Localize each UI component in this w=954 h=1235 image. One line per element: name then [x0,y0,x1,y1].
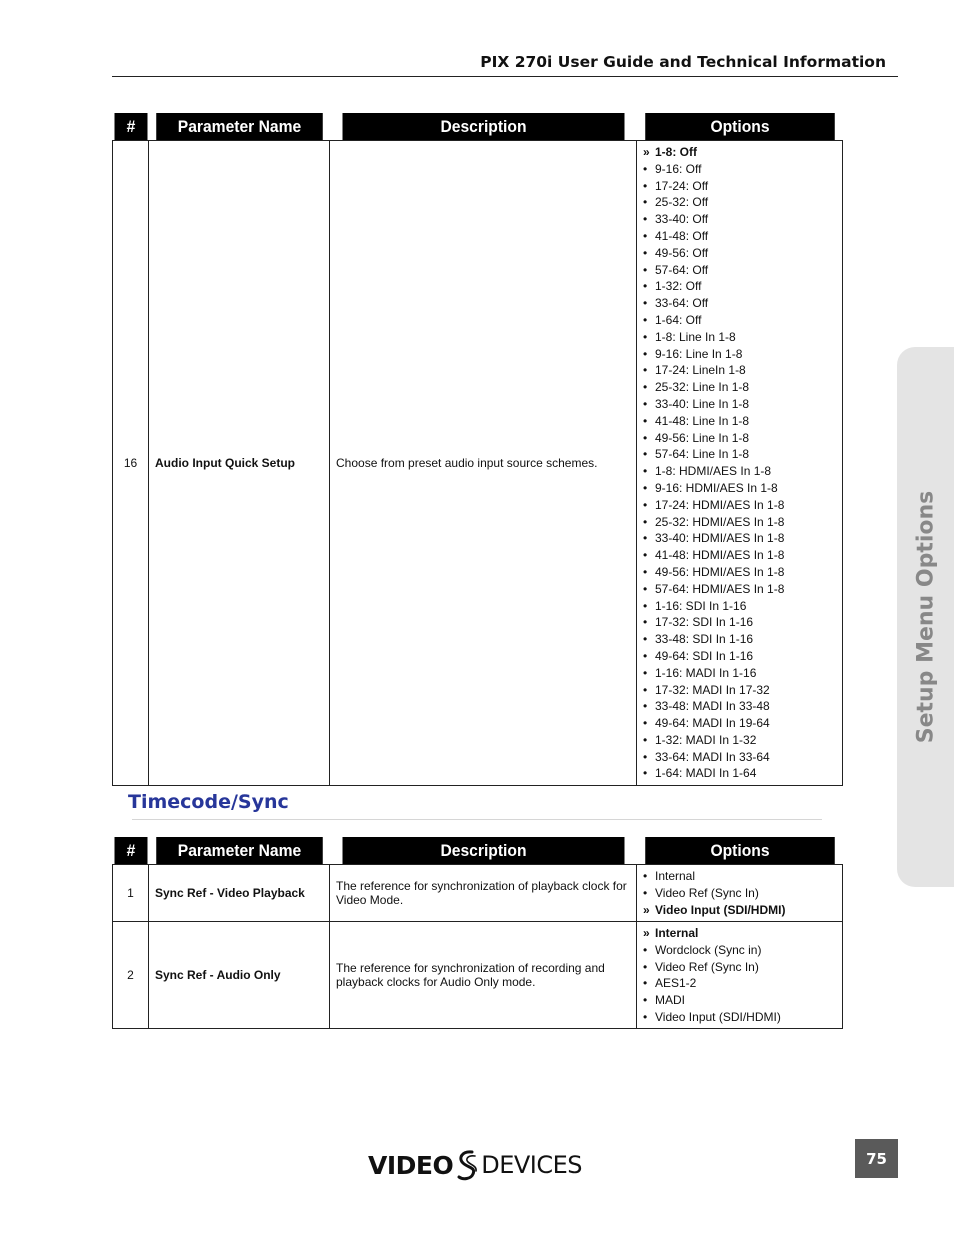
option-label: 9-16: Off [655,161,702,176]
option-label: 17-24: HDMI/AES In 1-8 [655,497,785,512]
option-item [643,228,836,245]
table-row [113,865,843,922]
option-item [643,178,836,195]
param-options [637,865,843,922]
option-label: 33-48: SDI In 1-16 [655,632,754,647]
option-label: Video Input (SDI/HDMI) [655,902,786,917]
option-label: 49-56: Off [655,245,709,260]
option-label: 1-16: MADI In 1-16 [655,665,757,680]
option-label: 49-56: HDMI/AES In 1-8 [655,564,785,579]
bullet-marker: • [643,346,648,361]
option-item [643,631,836,648]
option-label: 1-8: HDMI/AES In 1-8 [655,464,772,479]
bullet-marker: • [643,464,648,479]
option-item [643,413,836,430]
bullet-marker: • [643,665,648,680]
option-item [643,614,836,631]
option-item [643,942,836,959]
option-item [643,396,836,413]
option-label: 33-64: MADI In 33-64 [655,749,770,764]
bullet-marker: • [643,262,648,277]
bullet-marker: • [643,161,648,176]
bullet-marker: • [643,869,648,883]
col-header-name: Parameter Name [156,113,323,141]
section-rule [132,819,822,820]
option-item [643,312,836,329]
bullet-marker: • [643,749,648,764]
option-item [643,514,836,531]
option-label: 49-56: Line In 1-8 [655,430,750,445]
bullet-marker: • [643,615,648,630]
option-label: Internal [655,926,699,940]
bullet-marker: • [643,363,648,378]
option-item [643,765,836,782]
bullet-marker: • [643,598,648,613]
option-item [643,329,836,346]
bullet-marker: • [643,682,648,697]
option-label: 9-16: Line In 1-8 [655,346,743,361]
bullet-marker: • [643,959,648,974]
option-label: 17-32: SDI In 1-16 [655,615,754,630]
option-item [643,295,836,312]
option-label: 25-32: HDMI/AES In 1-8 [655,514,785,529]
option-label: 17-24: Off [655,178,709,193]
logo-word-video: VIDEO [368,1150,454,1180]
option-label: MADI [655,993,685,1008]
bullet-marker: • [643,766,648,781]
bullet-marker: • [643,480,648,495]
col-header-description: Description [342,113,624,141]
option-item-default [643,902,836,919]
bullet-marker: • [643,195,648,210]
option-item [643,245,836,262]
option-item [643,715,836,732]
option-item [643,682,836,699]
bullet-marker: • [643,413,648,428]
option-item [643,497,836,514]
option-item-default [643,925,836,942]
bullet-marker: • [643,732,648,747]
option-item [643,885,836,902]
option-label: AES1-2 [655,976,697,991]
option-item [643,598,836,615]
param-options [637,141,843,786]
param-description: The reference for synchronization of playback clock for Video Mode. [330,865,637,922]
bullet-marker: • [643,514,648,529]
bullet-marker: • [643,212,648,227]
option-label: 41-48: HDMI/AES In 1-8 [655,548,785,563]
option-item [643,446,836,463]
option-item [643,581,836,598]
option-item [643,211,836,228]
option-item [643,547,836,564]
bullet-marker: • [643,279,648,294]
option-item [643,278,836,295]
bullet-marker: • [643,228,648,243]
option-label: 1-32: MADI In 1-32 [655,732,757,747]
bullet-marker: • [643,296,648,311]
option-label: 57-64: Line In 1-8 [655,447,750,462]
bullet-marker: • [643,581,648,596]
option-label: Video Ref (Sync In) [655,959,759,974]
col-header-description: Description [342,837,624,865]
option-item [643,463,836,480]
option-item [643,868,836,885]
option-label: Internal [655,869,696,883]
option-item [643,959,836,976]
bullet-marker: • [643,648,648,663]
bullet-marker: • [643,1009,648,1024]
logo-word-devices: DEVICES [481,1151,583,1179]
bullet-marker: • [643,178,648,193]
param-number: 2 [113,922,149,1029]
option-item [643,194,836,211]
default-marker: » [643,902,650,917]
option-item [643,732,836,749]
param-options [637,922,843,1029]
option-label: 49-64: SDI In 1-16 [655,648,754,663]
table-row [113,141,843,786]
option-label: Wordclock (Sync in) [655,942,762,957]
option-item [643,749,836,766]
col-header-name: Parameter Name [156,837,323,865]
option-label: 25-32: Line In 1-8 [655,380,750,395]
col-header-options: Options [645,837,835,865]
option-label: 57-64: HDMI/AES In 1-8 [655,581,785,596]
col-header-num: # [114,113,147,141]
option-label: Video Ref (Sync In) [655,885,759,900]
option-item [643,975,836,992]
option-item [643,992,836,1009]
option-label: 9-16: HDMI/AES In 1-8 [655,480,778,495]
default-marker: » [643,145,650,159]
bullet-marker: • [643,245,648,260]
option-item [643,1009,836,1026]
options-list [643,868,836,918]
option-item-default [643,144,836,161]
option-item [643,430,836,447]
option-item [643,530,836,547]
bullet-marker: • [643,548,648,563]
param-description: Choose from preset audio input source schemes. [330,141,637,786]
default-marker: » [643,926,650,940]
option-label: 1-8: Off [655,145,697,159]
bullet-marker: • [643,699,648,714]
audio-parameter-table [112,113,843,786]
option-label: Video Input (SDI/HDMI) [655,1009,781,1024]
bullet-marker: • [643,564,648,579]
option-item [643,362,836,379]
option-label: 17-24: LineIn 1-8 [655,363,746,378]
sync-parameter-table [112,837,843,1029]
option-label: 1-8: Line In 1-8 [655,329,736,344]
option-item [643,564,836,581]
logo-swirl-icon [454,1149,480,1181]
col-header-num: # [114,837,147,865]
table-header-row [113,837,843,865]
option-label: 1-64: MADI In 1-64 [655,766,757,781]
option-label: 41-48: Line In 1-8 [655,413,750,428]
option-item [643,262,836,279]
bullet-marker: • [643,329,648,344]
bullet-marker: • [643,632,648,647]
table-row [113,922,843,1029]
param-description: The reference for synchronization of recording and playback clocks for Audio Only mode. [330,922,637,1029]
param-name: Sync Ref - Audio Only [149,922,330,1029]
side-tab-label: Setup Menu Options [913,490,939,744]
options-list [643,925,836,1026]
bullet-marker: • [643,716,648,731]
option-label: 1-64: Off [655,312,702,327]
bullet-marker: • [643,531,648,546]
option-item [643,648,836,665]
option-item [643,665,836,682]
param-name: Sync Ref - Video Playback [149,865,330,922]
bullet-marker: • [643,885,648,900]
bullet-marker: • [643,430,648,445]
option-label: 1-32: Off [655,279,702,294]
option-label: 57-64: Off [655,262,709,277]
bullet-marker: • [643,976,648,991]
option-label: 49-64: MADI In 19-64 [655,716,770,731]
param-number: 1 [113,865,149,922]
bullet-marker: • [643,942,648,957]
option-label: 1-16: SDI In 1-16 [655,598,747,613]
option-label: 33-40: HDMI/AES In 1-8 [655,531,785,546]
param-number: 16 [113,141,149,786]
table-header-row [113,113,843,141]
video-devices-logo [368,1148,582,1182]
option-label: 17-32: MADI In 17-32 [655,682,770,697]
header-rule [112,76,898,77]
option-item [643,161,836,178]
bullet-marker: • [643,447,648,462]
options-list [643,144,836,782]
section-title: Timecode/Sync [128,791,289,813]
option-label: 33-40: Off [655,212,709,227]
bullet-marker: • [643,993,648,1008]
col-header-options: Options [645,113,835,141]
option-label: 41-48: Off [655,228,709,243]
option-item [643,698,836,715]
option-label: 33-40: Line In 1-8 [655,396,750,411]
option-item [643,480,836,497]
option-item [643,379,836,396]
bullet-marker: • [643,396,648,411]
bullet-marker: • [643,380,648,395]
option-label: 33-64: Off [655,296,709,311]
page-header-title: PIX 270i User Guide and Technical Information [480,53,886,71]
option-label: 33-48: MADI In 33-48 [655,699,770,714]
option-label: 25-32: Off [655,195,709,210]
bullet-marker: • [643,497,648,512]
option-item [643,346,836,363]
bullet-marker: • [643,312,648,327]
param-name: Audio Input Quick Setup [149,141,330,786]
page-number: 75 [855,1139,898,1178]
